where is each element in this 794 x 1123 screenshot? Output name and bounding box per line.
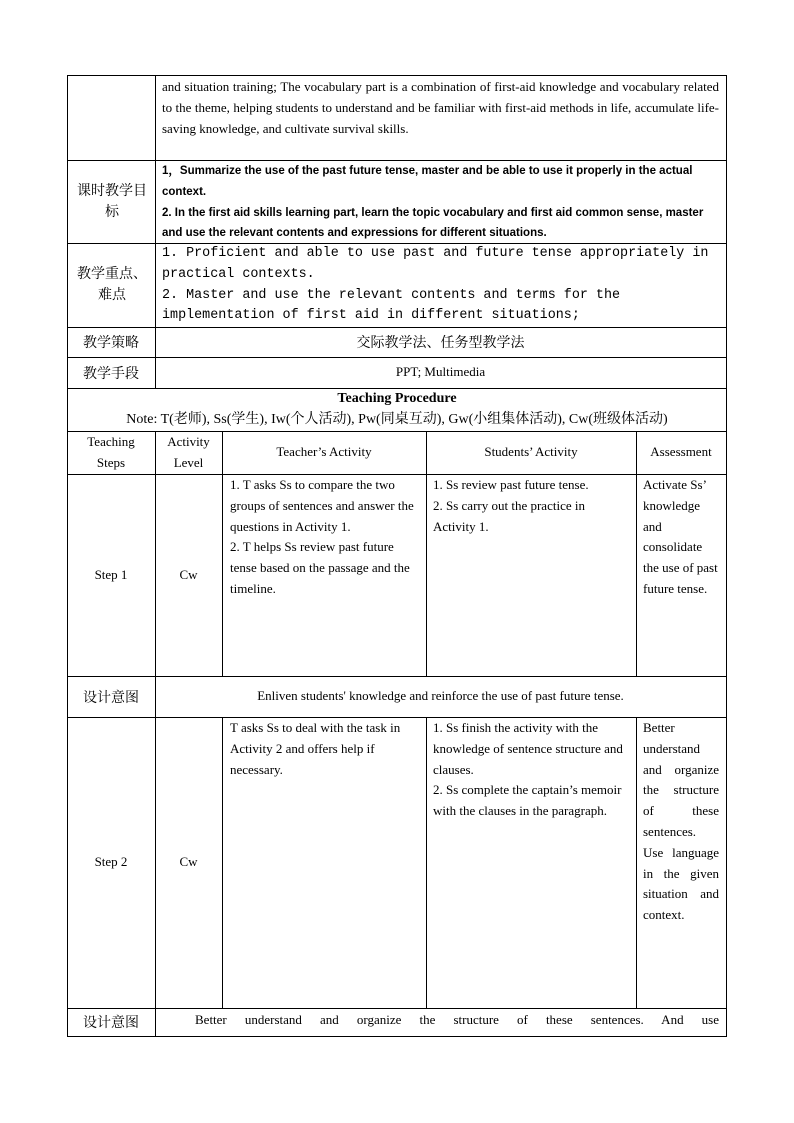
means-value: PPT; Multimedia: [395, 364, 486, 380]
key-points-cell: [162, 244, 722, 327]
header-assessment: Assessment: [650, 444, 712, 460]
objectives-label: 课时教学目标: [77, 182, 147, 220]
header-level: Activity Level: [167, 433, 210, 470]
objective-item: 1，Summarize the use of the past future tense, master and be able to use it properly in the actual context.: [162, 165, 693, 198]
students-activity-item: 1. Ss review past future tense.: [433, 477, 589, 492]
step2-assessment: Better understand and organize the structure of these sentences. Use language in the given situation and context.: [643, 720, 719, 923]
step2-label: Step 2: [94, 854, 128, 870]
header-teacher: Teacher’s Activity: [276, 444, 372, 460]
strategy-value: 交际教学法、任务型教学法: [356, 335, 525, 351]
step2-students-activity: [433, 718, 629, 822]
key-points-label: 教学重点、难点: [77, 266, 147, 303]
step1-label: Step 1: [94, 566, 128, 582]
intro-text: and situation training; The vocabulary part is a combination of first-aid knowledge and vocabulary related to the theme, helping students to understand and be familiar with first-aid methods in life, accumulate life-saving knowledge, and cultivate survival skills.: [162, 79, 719, 136]
design-intent-text: Better understand and organize the structure of these sentences. And use: [195, 1012, 719, 1027]
step2-level: Cw: [179, 854, 198, 870]
header-steps: Teaching Steps: [87, 433, 135, 470]
objectives-cell: [162, 161, 722, 244]
step1-students-activity: [433, 475, 629, 537]
teacher-activity-item: T asks Ss to deal with the task in Activity 2 and offers help if necessary.: [230, 720, 401, 777]
step2-teacher-activity: [230, 718, 418, 780]
procedure-title: Teaching Procedure: [337, 391, 457, 406]
key-point-item: 1. Proficient and able to use past and future tense appropriately in practical contexts.: [162, 246, 709, 282]
teacher-activity-item: 1. T asks Ss to compare the two groups of sentences and answer the questions in Activity 1.: [230, 477, 414, 534]
step1-assessment: Activate Ss’ knowledge and consolidate the use of past future tense.: [643, 477, 718, 596]
procedure-note: Note: T(老师), Ss(学生), Iw(个人活动), Pw(同桌互动), Gw(小组集体活动), Cw(班级体活动): [126, 412, 668, 427]
strategy-label: 教学策略: [83, 335, 139, 351]
students-activity-item: 2. Ss carry out the practice in Activity 1.: [433, 497, 585, 534]
design-intent-label: 设计意图: [83, 689, 139, 706]
step1-level: Cw: [179, 566, 198, 582]
students-activity-item: 1. Ss finish the activity with the knowledge of sentence structure and clauses.: [433, 720, 623, 777]
step1-teacher-activity: [230, 475, 418, 600]
students-activity-item: 2. Ss complete the captain’s memoir with the clauses in the paragraph.: [433, 782, 622, 819]
intro-cell: [162, 77, 719, 139]
objective-item: 2. In the first aid skills learning part, learn the topic vocabulary and first aid common sense, master and use the relevant contents and expressions for different situations.: [162, 206, 704, 240]
design-intent-label: 设计意图: [83, 1015, 139, 1031]
teacher-activity-item: 2. T helps Ss review past future tense based on the passage and the timeline.: [230, 539, 410, 596]
header-students: Students’ Activity: [484, 444, 578, 460]
means-label: 教学手段: [83, 365, 139, 382]
design-intent-text: Enliven students' knowledge and reinforce the use of past future tense.: [257, 688, 624, 704]
key-point-item: 2. Master and use the relevant contents and terms for the implementation of first aid in different situations;: [162, 287, 621, 324]
